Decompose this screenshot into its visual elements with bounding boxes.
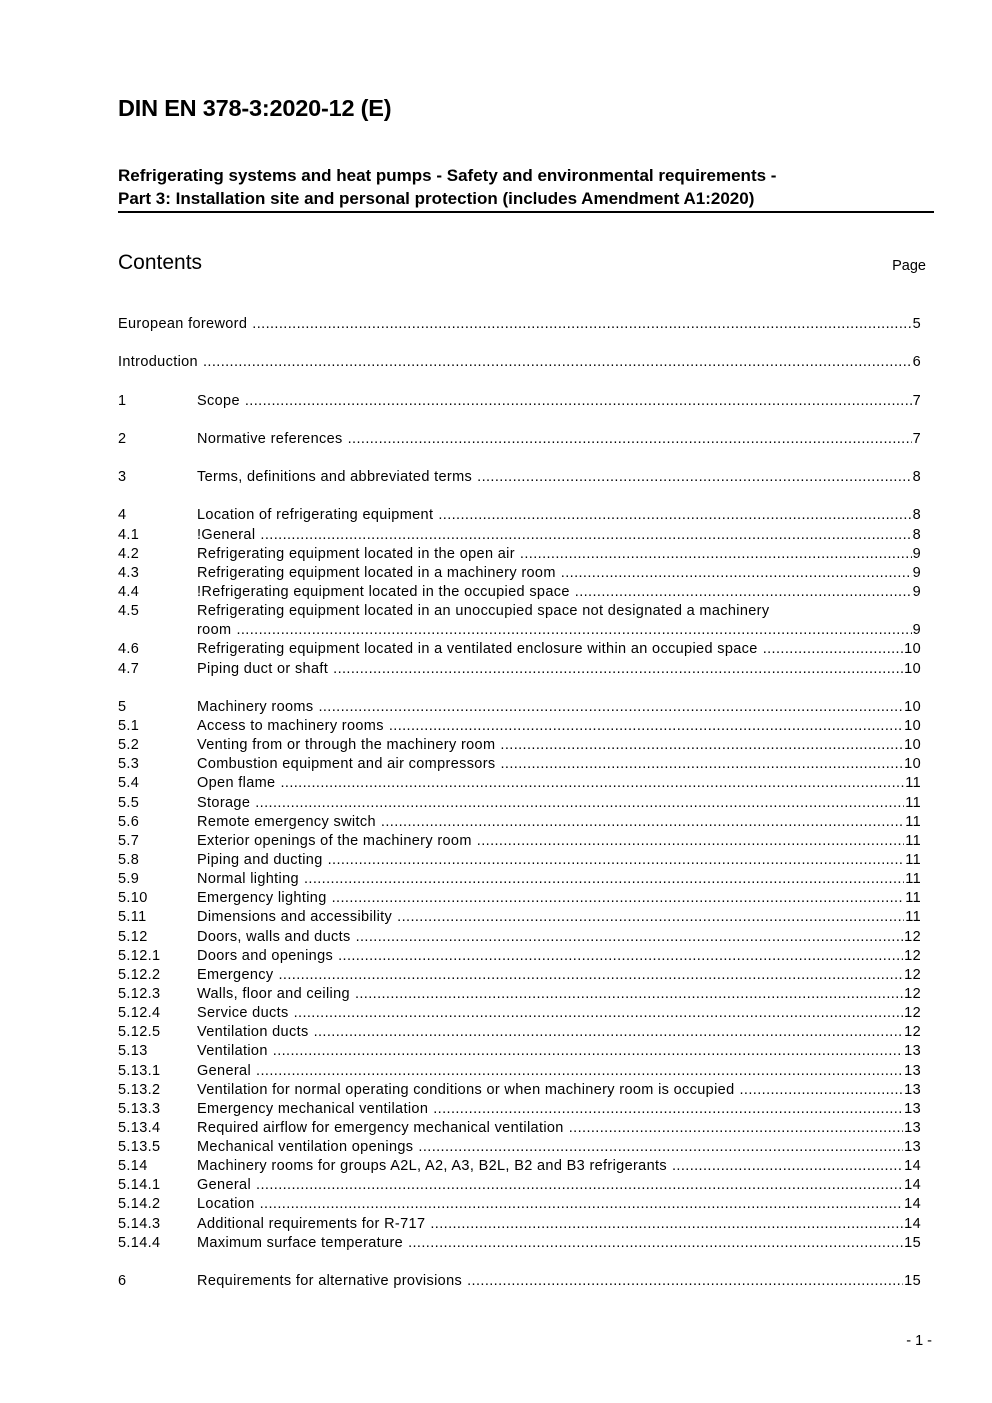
toc-entry-4[interactable] (118, 506, 921, 525)
toc-label[interactable]: Open flame (197, 775, 276, 792)
toc-number: 2 (118, 430, 127, 447)
toc-entry-european-foreword[interactable] (118, 315, 921, 334)
toc-entry-introduction[interactable] (118, 353, 921, 372)
toc-number: 4.2 (118, 545, 140, 562)
toc-leader (397, 908, 904, 927)
toc-entry-5-9[interactable] (118, 870, 921, 889)
toc-label[interactable]: Emergency (197, 966, 274, 983)
document-id: DIN EN 378-3:2020-12 (E) (118, 95, 392, 121)
toc-page: 14 (904, 1177, 921, 1194)
toc-label[interactable]: Maximum surface temperature (197, 1234, 404, 1251)
toc-label[interactable]: Access to machinery rooms (197, 717, 384, 734)
toc-label[interactable]: Location of refrigerating equipment (197, 507, 434, 524)
page-number: - 1 - (906, 1333, 932, 1349)
toc-leader (381, 813, 904, 832)
toc-label[interactable]: General (197, 1062, 252, 1079)
toc-entry-3[interactable] (118, 468, 921, 487)
toc-label[interactable]: Exterior openings of the machinery room (197, 832, 472, 849)
toc-number: 4 (118, 507, 127, 524)
toc-page: 7 (912, 430, 921, 447)
toc-leader (280, 774, 904, 793)
toc-page: 9 (912, 564, 921, 581)
toc-number: 5.11 (118, 909, 147, 926)
toc-leader (418, 1138, 903, 1157)
toc-number: 4.5 (118, 603, 140, 620)
toc-entry-4-7[interactable] (118, 660, 921, 679)
toc-page: 11 (905, 909, 921, 926)
toc-entry-5-12[interactable] (118, 928, 921, 947)
toc-leader (333, 660, 903, 679)
toc-entry-5-10[interactable] (118, 889, 921, 908)
toc-label[interactable]: Requirements for alternative provisions (197, 1273, 463, 1290)
toc-leader (236, 621, 911, 640)
toc-label[interactable]: Scope (197, 392, 240, 409)
toc-entry-5-13-4[interactable] (118, 1119, 921, 1138)
toc-number: 3 (118, 469, 127, 486)
toc-entry-5-7[interactable] (118, 832, 921, 851)
toc-number: 5.13.4 (118, 1119, 161, 1136)
toc-leader (203, 353, 912, 372)
toc-number: 5.5 (118, 794, 140, 811)
toc-page: 13 (904, 1081, 921, 1098)
toc-number: 5.12.5 (118, 1024, 161, 1041)
toc-leader (569, 1119, 903, 1138)
toc-entry-5-1[interactable] (118, 717, 921, 736)
toc-entry-5-13[interactable] (118, 1042, 921, 1061)
title-line-2: Part 3: Installation site and personal protection (includes Amendment A1:2020) (118, 189, 755, 208)
toc-label[interactable]: Service ducts (197, 1005, 289, 1022)
toc-number: 5.13.1 (118, 1062, 161, 1079)
toc-leader (575, 583, 912, 602)
toc-number: 6 (118, 1273, 127, 1290)
toc-label[interactable]: Location (197, 1196, 255, 1213)
toc-leader (245, 392, 912, 411)
toc-label[interactable]: Refrigerating equipment located in a machinery room (197, 564, 556, 581)
toc-entry-2[interactable] (118, 430, 921, 449)
toc-page: 11 (905, 813, 921, 830)
toc-page: 10 (904, 698, 921, 715)
toc-leader (561, 564, 912, 583)
toc-entry-5-14-2[interactable] (118, 1195, 921, 1214)
toc-leader (672, 1157, 903, 1176)
toc-label[interactable]: Refrigerating equipment located in a ventilated enclosure within an occupied space (197, 641, 758, 658)
contents-heading: Contents (118, 251, 203, 274)
toc-leader (260, 1195, 904, 1214)
toc-entry-5-14-3[interactable] (118, 1215, 921, 1234)
toc-leader (430, 1215, 903, 1234)
toc-leader (477, 832, 904, 851)
toc-label[interactable]: Venting from or through the machinery room (197, 737, 496, 754)
toc-page: 11 (905, 890, 921, 907)
toc-label[interactable]: Ventilation ducts (197, 1024, 309, 1041)
toc-label[interactable]: Piping and ducting (197, 851, 323, 868)
toc-page: 14 (904, 1215, 921, 1232)
page-column-heading: Page (892, 258, 926, 274)
toc-page: 13 (904, 1043, 921, 1060)
toc-number: 5.3 (118, 756, 140, 773)
toc-label[interactable]: Piping duct or shaft (197, 660, 329, 677)
toc-number: 5.4 (118, 775, 140, 792)
toc-entry-5-14-1[interactable] (118, 1176, 921, 1195)
toc-entry-5-6[interactable] (118, 813, 921, 832)
toc-leader (338, 947, 903, 966)
toc-page: 14 (904, 1196, 921, 1213)
toc-number: 5.12.2 (118, 966, 161, 983)
title-line-1: Refrigerating systems and heat pumps - Safety and environmental requirements - (118, 166, 777, 185)
toc-number: 5.12.3 (118, 985, 161, 1002)
toc-leader (279, 966, 904, 985)
toc-entry-5-11[interactable] (118, 908, 921, 927)
toc-page: 12 (904, 1024, 921, 1041)
toc-leader (318, 698, 903, 717)
toc-page: 9 (912, 545, 921, 562)
toc-page: 11 (905, 832, 921, 849)
toc-page: 14 (904, 1158, 921, 1175)
toc-leader (501, 755, 904, 774)
toc-page: 11 (905, 775, 921, 792)
toc-entry-5-4[interactable] (118, 774, 921, 793)
toc-entry-5[interactable] (118, 698, 921, 717)
toc-page: 11 (905, 871, 921, 888)
toc-page: 13 (904, 1100, 921, 1117)
toc-number: 5.13 (118, 1043, 148, 1060)
toc-page: 15 (904, 1273, 921, 1290)
toc-entry-1[interactable] (118, 392, 921, 411)
toc-leader (332, 889, 905, 908)
toc-page: 10 (904, 717, 921, 734)
toc-page: 9 (912, 583, 921, 600)
toc-entry-5-5[interactable] (118, 794, 921, 813)
toc-leader (294, 1004, 904, 1023)
toc-entry-4-3[interactable] (118, 564, 921, 583)
toc-page: 15 (904, 1234, 921, 1251)
toc-leader (408, 1234, 903, 1253)
toc-leader (256, 1062, 903, 1081)
toc-entry-4-4[interactable] (118, 583, 921, 602)
toc-page: 10 (904, 660, 921, 677)
toc-label[interactable]: Walls, floor and ceiling (197, 985, 350, 1002)
toc-leader (355, 985, 903, 1004)
toc-number: 5.14.3 (118, 1215, 161, 1232)
toc-number: 4.7 (118, 660, 140, 677)
toc-page: 10 (904, 737, 921, 754)
toc-number: 5.1 (118, 717, 140, 734)
toc-entry-6[interactable] (118, 1272, 921, 1291)
toc-number: 5.2 (118, 737, 140, 754)
toc-number: 5.12.4 (118, 1005, 161, 1022)
toc-label[interactable]: Storage (197, 794, 251, 811)
toc-page: 12 (904, 985, 921, 1002)
toc-page: 13 (904, 1062, 921, 1079)
toc-label[interactable]: Doors, walls and ducts (197, 928, 351, 945)
toc-page: 7 (912, 392, 921, 409)
toc-number: 5.14 (118, 1158, 148, 1175)
toc-label[interactable]: Combustion equipment and air compressors (197, 756, 496, 773)
toc-entry-5-13-2[interactable] (118, 1081, 921, 1100)
toc-leader (467, 1272, 903, 1291)
toc-number: 5.12 (118, 928, 148, 945)
toc-number: 5.12.1 (118, 947, 161, 964)
toc-entry-5-3[interactable] (118, 755, 921, 774)
toc-leader (438, 506, 911, 525)
toc-page: 8 (912, 507, 921, 524)
toc-leader (252, 315, 911, 334)
toc-page: 12 (904, 947, 921, 964)
toc-page: 13 (904, 1119, 921, 1136)
toc-leader (356, 928, 904, 947)
toc-label[interactable]: Normative references (197, 430, 343, 447)
toc-number: 5.8 (118, 851, 140, 868)
toc-page: 8 (912, 526, 921, 543)
toc-entry-5-14[interactable] (118, 1157, 921, 1176)
toc-label[interactable]: Refrigerating equipment located in the open air (197, 545, 515, 562)
toc-label[interactable]: Ventilation for normal operating conditions or when machinery room is occupied (197, 1081, 735, 1098)
toc-number: 5.9 (118, 871, 140, 888)
toc-label[interactable]: Introduction (118, 354, 198, 371)
toc-page: 9 (912, 622, 921, 639)
toc-number: 4.4 (118, 583, 140, 600)
toc-label[interactable]: Emergency mechanical ventilation (197, 1100, 429, 1117)
toc-number: 5.14.4 (118, 1234, 161, 1251)
toc-leader (433, 1100, 903, 1119)
toc-page: 13 (904, 1139, 921, 1156)
toc-page: 6 (912, 354, 921, 371)
toc-number: 4.1 (118, 526, 140, 543)
toc-label[interactable]: Terms, definitions and abbreviated terms (197, 469, 473, 486)
toc-leader (763, 640, 903, 659)
toc-leader (328, 851, 905, 870)
toc-entry-5-12-5[interactable] (118, 1023, 921, 1042)
toc-label[interactable]: !General (197, 526, 256, 543)
toc-entry-5-12-1[interactable] (118, 947, 921, 966)
toc-entry-5-12-4[interactable] (118, 1004, 921, 1023)
toc-entry-4-2[interactable] (118, 545, 921, 564)
toc-label[interactable]: Required airflow for emergency mechanical ventilation (197, 1119, 564, 1136)
toc-label[interactable]: Additional requirements for R-717 (197, 1215, 426, 1232)
toc-label[interactable]: General (197, 1177, 252, 1194)
toc-leader (500, 736, 903, 755)
toc-number: 5.7 (118, 832, 140, 849)
toc-entry-5-12-2[interactable] (118, 966, 921, 985)
toc-label[interactable]: Refrigerating equipment located in an unoccupied space not designated a machinery (197, 603, 770, 620)
toc-number: 4.6 (118, 641, 140, 658)
toc-label[interactable]: European foreword (118, 316, 248, 332)
toc-number: 5.14.1 (118, 1177, 161, 1194)
toc-number: 5.10 (118, 890, 148, 907)
toc-entry-4-5[interactable] (118, 602, 921, 640)
toc-number: 5.14.2 (118, 1196, 161, 1213)
toc-label[interactable]: !Refrigerating equipment located in the occupied space (197, 583, 570, 600)
toc-page: 12 (904, 1005, 921, 1022)
toc-page: 10 (904, 641, 921, 658)
document-title (118, 164, 934, 213)
toc-leader (256, 1176, 903, 1195)
toc-leader (314, 1023, 904, 1042)
toc-entry-5-13-1[interactable] (118, 1062, 921, 1081)
toc-leader (255, 794, 904, 813)
toc-entry-5-12-3[interactable] (118, 985, 921, 1004)
table-of-contents (118, 315, 921, 1291)
toc-entry-4-6[interactable] (118, 640, 921, 659)
toc-leader (477, 468, 911, 487)
toc-leader (304, 870, 904, 889)
toc-number: 5.6 (118, 813, 140, 830)
toc-label[interactable]: Emergency lighting (197, 890, 327, 907)
toc-page: 10 (904, 756, 921, 773)
toc-label[interactable]: Machinery rooms for groups A2L, A2, A3, B2L, B2 and B3 refrigerants (197, 1158, 667, 1175)
toc-entry-5-13-5[interactable] (118, 1138, 921, 1157)
toc-entry-5-13-3[interactable] (118, 1100, 921, 1119)
toc-entry-4-1[interactable] (118, 526, 921, 545)
toc-page: 12 (904, 966, 921, 983)
toc-entry-5-14-4[interactable] (118, 1234, 921, 1253)
toc-label[interactable]: Remote emergency switch (197, 813, 376, 830)
toc-label[interactable]: Ventilation (197, 1043, 268, 1060)
toc-number: 1 (118, 392, 127, 409)
toc-label[interactable]: Normal lighting (197, 871, 299, 888)
toc-number: 5.13.5 (118, 1139, 161, 1156)
toc-number: 5.13.3 (118, 1100, 161, 1117)
toc-page: 12 (904, 928, 921, 945)
toc-label-continued[interactable]: room (197, 622, 232, 639)
toc-leader (273, 1042, 903, 1061)
toc-page: 5 (912, 316, 921, 332)
toc-leader (348, 430, 912, 449)
toc-label[interactable]: Mechanical ventilation openings (197, 1139, 414, 1156)
toc-label[interactable]: Dimensions and accessibility (197, 909, 393, 926)
toc-number: 5.13.2 (118, 1081, 161, 1098)
toc-entry-5-2[interactable] (118, 736, 921, 755)
toc-leader (740, 1081, 904, 1100)
toc-number: 4.3 (118, 564, 140, 581)
toc-leader (260, 526, 911, 545)
toc-leader (520, 545, 912, 564)
toc-page: 11 (905, 794, 921, 811)
toc-leader (389, 717, 903, 736)
toc-page: 8 (912, 469, 921, 486)
toc-page: 11 (905, 851, 921, 868)
toc-label[interactable]: Machinery rooms (197, 698, 314, 715)
toc-label[interactable]: Doors and openings (197, 947, 334, 964)
toc-entry-5-8[interactable] (118, 851, 921, 870)
toc-number: 5 (118, 698, 127, 715)
